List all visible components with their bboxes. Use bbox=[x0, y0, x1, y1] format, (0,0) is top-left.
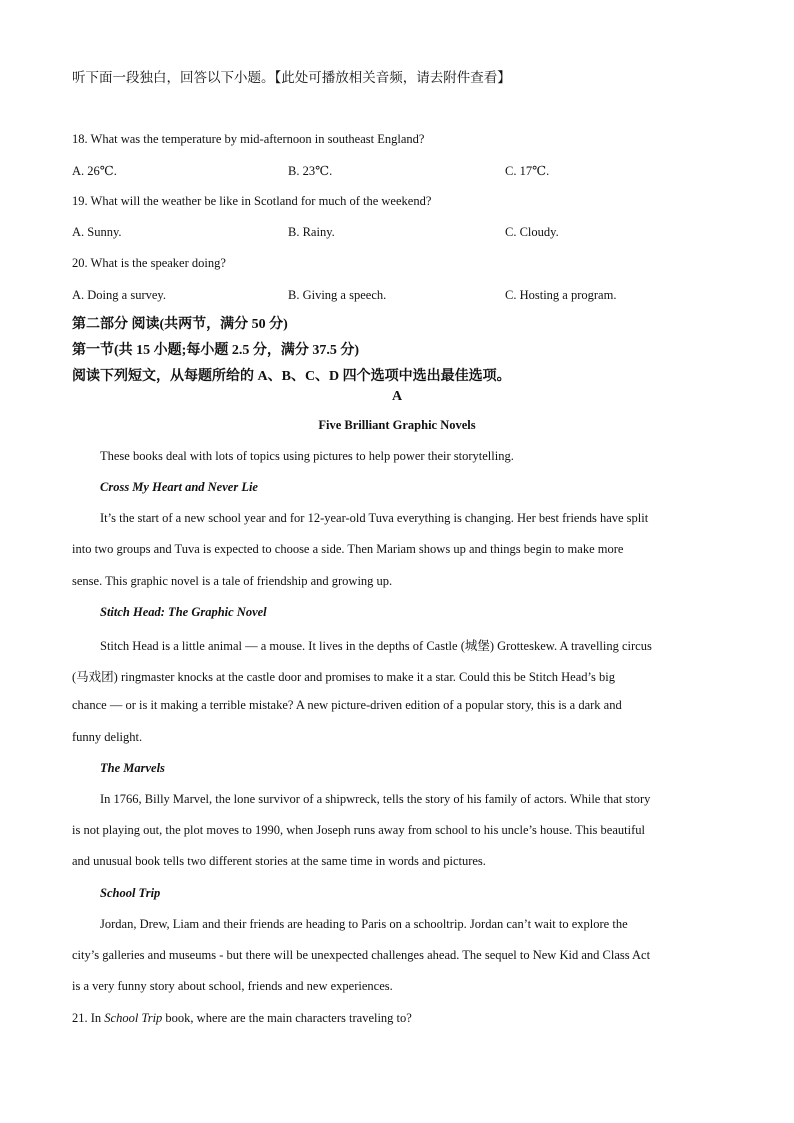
paragraph-line: Jordan, Drew, Liam and their friends are heading to Paris on a schooltrip. Jordan can’t wait to explore the bbox=[100, 917, 628, 931]
paragraph-line: It’s the start of a new school year and for 12-year-old Tuva everything is changing. Her best friends have split bbox=[100, 511, 649, 525]
passage-title: Five Brilliant Graphic Novels bbox=[318, 418, 476, 432]
paragraph-line: funny delight. bbox=[72, 730, 143, 744]
paragraph-line: is not playing out, the plot moves to 1990, when Joseph runs away from school to his uncle’s house. This beautiful bbox=[72, 823, 645, 837]
paragraph-line: (马戏团) ringmaster knocks at the castle door and promises to make it a star. Could this be Stitch Head’s big bbox=[72, 670, 615, 684]
question-19-option-b: B. Rainy. bbox=[288, 225, 335, 239]
book-title-school-trip: School Trip bbox=[100, 886, 161, 900]
paragraph-line: and unusual book tells two different stories at the same time in words and pictures. bbox=[72, 854, 486, 868]
question-19-option-c: C. Cloudy. bbox=[505, 225, 559, 239]
question-20-option-b: B. Giving a speech. bbox=[288, 288, 387, 302]
paragraph-line: city’s galleries and museums - but there will be unexpected challenges ahead. The sequel to New Kid and Class Act bbox=[72, 948, 651, 962]
book-title-cross-my-heart: Cross My Heart and Never Lie bbox=[100, 480, 258, 494]
paragraph-line: sense. This graphic novel is a tale of friendship and growing up. bbox=[72, 574, 393, 588]
question-19-stem: 19. What will the weather be like in Scotland for much of the weekend? bbox=[72, 194, 432, 208]
question-21-suffix: book, where are the main characters traveling to? bbox=[162, 1011, 412, 1025]
paragraph-line: Stitch Head is a little animal — a mouse. It lives in the depths of Castle (城堡) Grotteskew. A travelling circus bbox=[100, 639, 652, 653]
section-one-heading: 第一节(共 15 小题;每小题 2.5 分，满分 37.5 分) bbox=[72, 343, 359, 358]
reading-instruction: 阅读下列短文，从每题所给的 A、B、C、D 四个选项中选出最佳选项。 bbox=[72, 369, 511, 384]
question-18-stem: 18. What was the temperature by mid-afternoon in southeast England? bbox=[72, 132, 425, 146]
question-19-option-a: A. Sunny. bbox=[72, 225, 122, 239]
question-20-stem: 20. What is the speaker doing? bbox=[72, 256, 226, 270]
question-20-option-c: C. Hosting a program. bbox=[505, 288, 617, 302]
paragraph-line: into two groups and Tuva is expected to choose a side. Then Mariam shows up and things begin to make more bbox=[72, 542, 624, 556]
part-two-heading: 第二部分 阅读(共两节，满分 50 分) bbox=[72, 317, 288, 332]
listening-instruction: 听下面一段独白，回答以下小题。【此处可播放相关音频，请去附件查看】 bbox=[72, 70, 511, 85]
question-20-option-a: A. Doing a survey. bbox=[72, 288, 166, 302]
question-21-stem bbox=[72, 1011, 412, 1026]
book-title-stitch-head: Stitch Head: The Graphic Novel bbox=[100, 605, 267, 619]
book-title-the-marvels: The Marvels bbox=[100, 761, 165, 775]
passage-letter: A bbox=[391, 389, 403, 404]
question-18-option-a: A. 26℃. bbox=[72, 164, 117, 178]
question-18-option-b: B. 23℃. bbox=[288, 164, 333, 178]
paragraph-line: chance — or is it making a terrible mistake? A new picture-driven edition of a popular story, this is a dark and bbox=[72, 698, 622, 712]
question-21-book-title: School Trip bbox=[104, 1011, 163, 1025]
question-21-prefix: 21. In bbox=[72, 1011, 105, 1025]
paragraph-line: In 1766, Billy Marvel, the lone survivor of a shipwreck, tells the story of his family of actors. While that story bbox=[100, 792, 651, 806]
passage-intro: These books deal with lots of topics using pictures to help power their storytelling. bbox=[100, 449, 514, 463]
paragraph-line: is a very funny story about school, friends and new experiences. bbox=[72, 979, 393, 993]
question-18-option-c: C. 17℃. bbox=[505, 164, 550, 178]
